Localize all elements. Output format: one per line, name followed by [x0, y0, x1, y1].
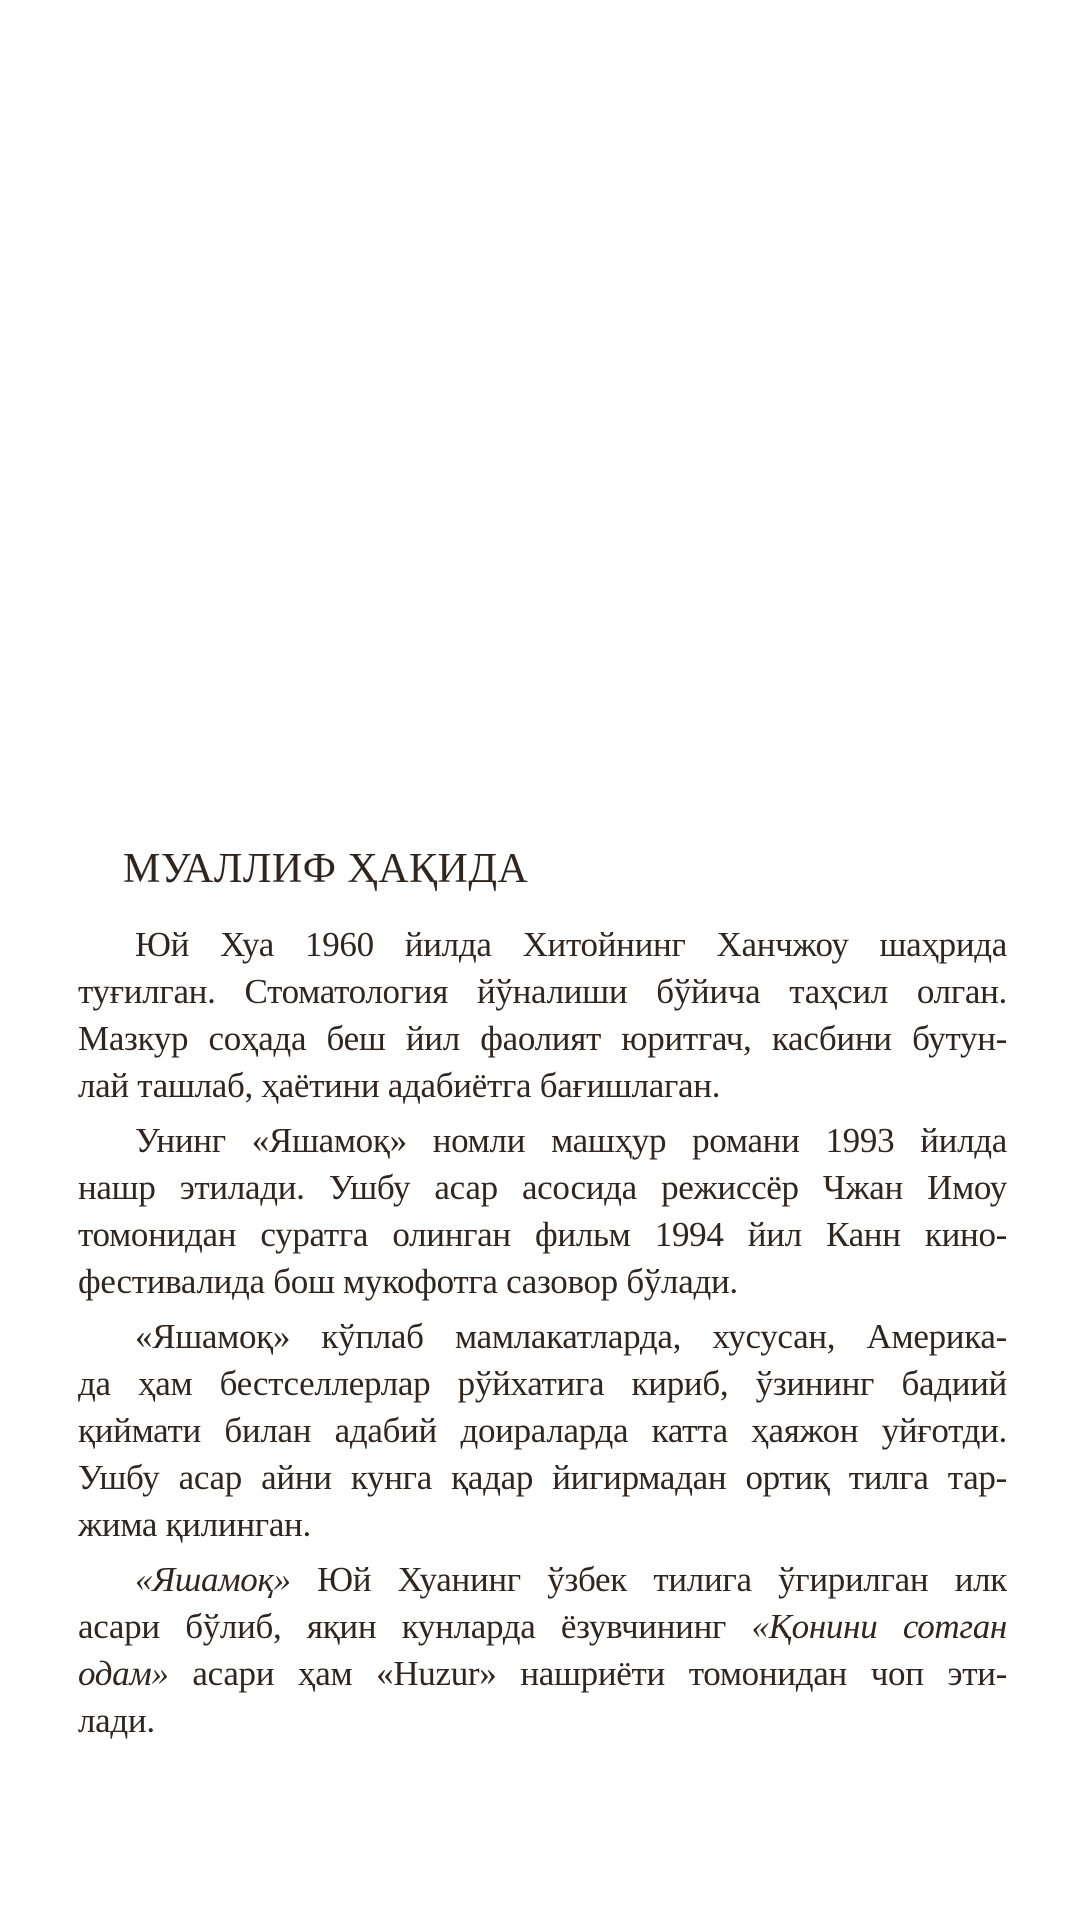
text-line [78, 1164, 1007, 1211]
paragraph-about-novel [78, 1117, 1007, 1305]
chapter-title: МУАЛЛИФ ҲАҚИДА [123, 846, 529, 892]
text-segment: томонидан суратга олинган фильм 1994 йил Канн кино- [78, 1215, 1007, 1254]
text-segment: Унинг «Яшамоқ» номли машҳур романи 1993 йилда [135, 1121, 1007, 1160]
text-line [78, 1211, 1007, 1258]
paragraph-about-bestseller [78, 1313, 1007, 1548]
text-segment: лади. [78, 1701, 155, 1740]
text-line [78, 1556, 1007, 1603]
paragraph-about-birth [78, 921, 1007, 1109]
text-segment-italic: одам» [78, 1654, 169, 1693]
text-line [78, 1650, 1007, 1697]
text-line [78, 1258, 1007, 1305]
text-line [78, 1062, 1007, 1109]
text-segment: лай ташлаб, ҳаётини адабиётга бағишлаган. [78, 1066, 721, 1105]
text-line [78, 1407, 1007, 1454]
text-line [78, 1015, 1007, 1062]
paragraph-about-translation [78, 1556, 1007, 1744]
text-segment-italic: «Яшамоқ» [135, 1560, 291, 1599]
text-line [78, 1454, 1007, 1501]
text-segment-italic: «Қонини сотган [751, 1607, 1007, 1646]
text-segment: Юй Хуа 1960 йилда Хитойнинг Ханчжоу шаҳрида [135, 925, 1007, 964]
text-segment: Мазкур соҳада беш йил фаолият юритгач, касбини бутун- [78, 1019, 1007, 1058]
text-line [78, 1603, 1007, 1650]
text-segment: асари бўлиб, яқин кунларда ёзувчининг [78, 1607, 752, 1646]
text-line [78, 1501, 1007, 1548]
text-line [78, 1697, 1007, 1744]
text-segment: қиймати билан адабий доираларда катта ҳаяжон уйғотди. [78, 1411, 1007, 1450]
text-segment: асари ҳам «Huzur» нашриёти томонидан чоп эти- [168, 1654, 1007, 1693]
page-content [78, 846, 1007, 1744]
text-line [78, 921, 1007, 968]
text-segment: жима қилинган. [78, 1505, 311, 1544]
text-segment: «Яшамоқ» кўплаб мамлакатларда, хусусан, Америка- [135, 1317, 1007, 1356]
text-segment: да ҳам бестселлерлар рўйхатига кириб, ўзининг бадиий [78, 1364, 1007, 1403]
text-segment: нашр этилади. Ушбу асар асосида режиссёр Чжан Имоу [78, 1168, 1007, 1207]
text-segment: туғилган. Стоматология йўналиши бўйича таҳсил олган. [78, 972, 1007, 1011]
text-line [78, 968, 1007, 1015]
text-line [78, 1313, 1007, 1360]
text-segment: фестивалида бош мукофотга сазовор бўлади. [78, 1262, 738, 1301]
text-line [78, 1117, 1007, 1164]
text-segment: Ушбу асар айни кунга қадар йигирмадан ортиқ тилга тар- [78, 1458, 1007, 1497]
text-segment: Юй Хуанинг ўзбек тилига ўгирилган илк [290, 1560, 1007, 1599]
text-line [78, 1360, 1007, 1407]
